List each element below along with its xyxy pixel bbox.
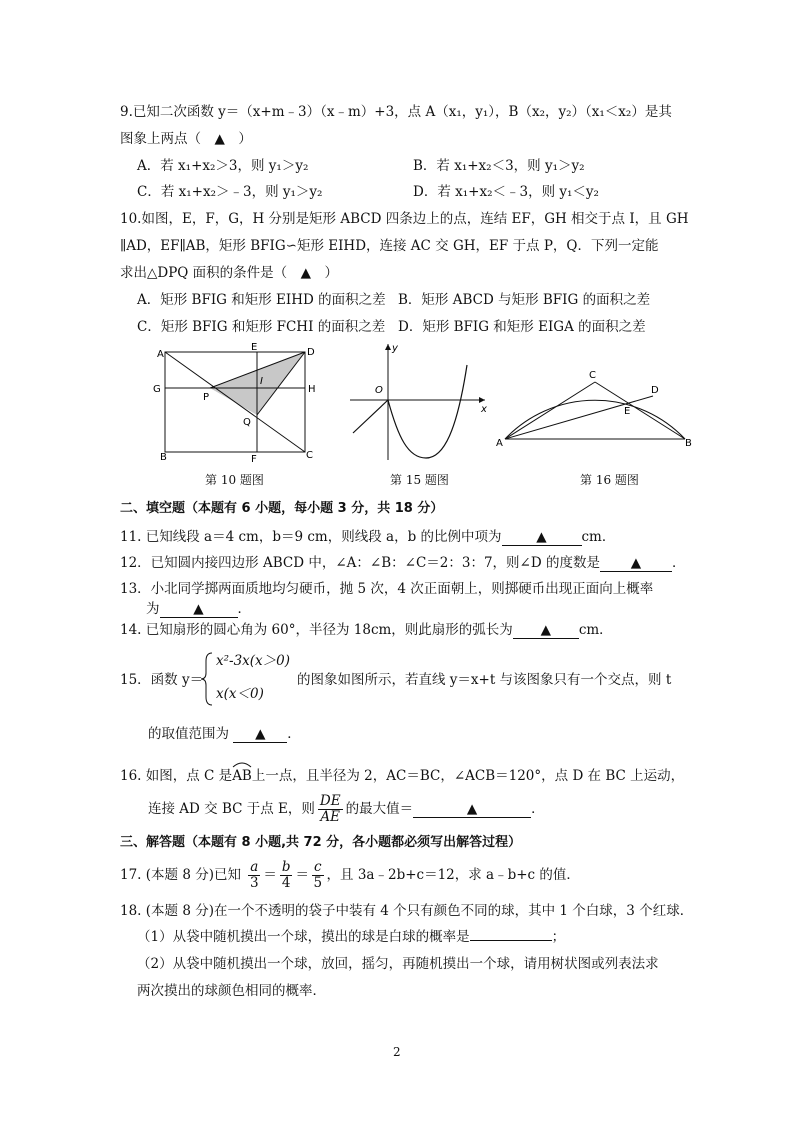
fig10-label-a: A	[157, 349, 164, 360]
q18-part2-line1: （2）从袋中随机摸出一个球，放回，摇匀，再随机摸出一个球，请用树状图或列表法求	[137, 956, 659, 972]
q16-answer-blank[interactable]: ▲	[413, 801, 531, 818]
q16-fraction	[318, 794, 343, 825]
q11-line	[120, 528, 615, 546]
q17-frac-b	[280, 860, 293, 891]
q15-end: ．	[287, 726, 301, 742]
fig10-label-g: G	[153, 384, 161, 395]
q10-option-b: B．矩形 ABCD 与矩形 BFIG 的面积之差	[398, 292, 651, 308]
fig16-label-c: C	[589, 370, 596, 381]
fig10-label-q: Q	[243, 417, 251, 428]
fig10-label-p: P	[203, 392, 210, 403]
q14-answer-blank[interactable]: ▲	[513, 622, 579, 639]
fig16-label-d: D	[651, 385, 659, 396]
fig10-label-b: B	[160, 452, 167, 463]
fig10-label-f: F	[251, 454, 257, 463]
q17-eq-1: ＝	[263, 867, 277, 883]
q13-line1: 13．小北同学掷两面质地均匀硬币，抛 5 次，4 次正面朝上，则掷硬币出现正面向上概率	[120, 581, 654, 597]
q9-stem-line2: 图象上两点（ ▲ ）	[120, 131, 252, 147]
q16-line2-start: 连接 AD 交 BC 于点 E，则	[148, 801, 315, 817]
q10-stem-line1: 10.如图，E，F，G，H 分别是矩形 ABCD 四条边上的点，连结 EF，GH 相交于点 I，且 GH	[120, 211, 689, 227]
arc-symbol-icon	[232, 761, 252, 768]
figure-16-diagram	[490, 364, 705, 454]
q16-line1	[120, 764, 684, 785]
fig10-label-e: E	[251, 343, 258, 353]
q16-line2	[148, 792, 545, 826]
fig10-label-i: I	[260, 376, 263, 387]
fig10-label-d: D	[307, 347, 315, 358]
q17-frac-a	[248, 860, 260, 891]
q11-answer-blank[interactable]: ▲	[502, 529, 582, 546]
q18-part1-answer-blank[interactable]	[470, 940, 552, 941]
fig16-label-e: E	[624, 406, 631, 417]
q17-frac-c	[312, 860, 324, 891]
q16-arc-ab	[232, 764, 252, 785]
q12-text: 12．已知圆内接四边形 ABCD 中，∠A：∠B：∠C＝2：3：7，则∠D 的度数是	[120, 555, 600, 571]
q15-brace	[200, 651, 214, 707]
q18-part1	[137, 928, 565, 946]
q10-option-a: A．矩形 BFIG 和矩形 EIHD 的面积之差	[137, 292, 386, 308]
q13-end: ．	[237, 601, 251, 617]
q17-eq-2: ＝	[295, 867, 309, 883]
q18-part1-text: （1）从袋中随机摸出一个球，摸出的球是白球的概率是	[137, 929, 470, 945]
fig10-label-h: H	[308, 384, 316, 395]
q17-frac-a-bottom: 3	[250, 875, 259, 891]
figure-15-caption: 第 15 题图	[390, 473, 449, 487]
q13-line2	[146, 600, 251, 618]
q9-option-b: B．若 x₁+x₂＜3，则 y₁＞y₂	[413, 158, 585, 174]
q15-line2	[148, 725, 301, 743]
q16-end: ．	[531, 801, 545, 817]
q17-line	[120, 858, 580, 892]
q18-part2-line2: 两次摸出的球颜色相同的概率．	[137, 983, 326, 999]
q9-option-c: C．若 x₁+x₂＞﹣3，则 y₁＞y₂	[137, 184, 323, 200]
fig15-label-o: O	[375, 385, 383, 396]
q17-frac-b-bottom: 4	[281, 875, 291, 891]
q16-frac-top: DE	[319, 793, 341, 809]
fig16-label-a: A	[496, 438, 503, 449]
figure-10-caption: 第 10 题图	[205, 473, 264, 487]
figure-10-diagram	[150, 343, 325, 463]
q15-suffix: 的图象如图所示，若直线 y＝x+t 与该图象只有一个交点，则 t	[297, 672, 672, 688]
fig15-label-y: y	[392, 343, 398, 354]
q13-prefix: 为	[146, 601, 160, 617]
q16-arc-label: AB	[232, 768, 252, 784]
q15-prefix: 15．函数 y＝	[120, 672, 204, 688]
q16-line1-end: 上一点，且半径为 2，AC＝BC，∠ACB＝120°，点 D 在 BC 上运动，	[251, 768, 685, 784]
q17-frac-c-top: c	[313, 859, 322, 875]
q16-line2-mid: 的最大值＝	[345, 801, 414, 817]
q9-option-d: D．若 x₁+x₂＜﹣3，则 y₁＜y₂	[413, 184, 599, 200]
q12-answer-blank[interactable]: ▲	[600, 555, 672, 572]
figure-15-graph	[345, 340, 495, 465]
q17-frac-c-bottom: 5	[313, 875, 323, 891]
q17-frac-b-top: b	[281, 859, 291, 875]
q10-option-c: C．矩形 BFIG 和矩形 FCHI 的面积之差	[137, 319, 386, 335]
q18-part1-end: ；	[551, 929, 566, 945]
q18-line1: 18. (本题 8 分)在一个不透明的袋子中装有 4 个只有颜色不同的球，其中 1 个白球，3 个红球．	[120, 903, 694, 919]
q10-stem-line2: ∥AD，EF∥AB，矩形 BFIG∽矩形 EIHD，连接 AC 交 GH，EF 于点 P，Q．下列一定能	[120, 238, 659, 254]
q12-end: ．	[671, 555, 686, 571]
q13-answer-blank[interactable]: ▲	[160, 601, 238, 618]
q14-unit: cm．	[578, 622, 613, 638]
q11-text: 11. 已知线段 a＝4 cm，b＝9 cm，则线段 a，b 的比例中项为	[120, 529, 502, 545]
section-2-heading: 二、填空题（本题有 6 小题，每小题 3 分，共 18 分）	[120, 501, 444, 516]
q10-option-d: D．矩形 BFIG 和矩形 EIGA 的面积之差	[398, 319, 646, 335]
fig15-label-x: x	[481, 404, 487, 415]
q10-stem-line3: 求出△DPQ 面积的条件是（ ▲ ）	[120, 265, 339, 281]
q11-unit: cm．	[581, 529, 616, 545]
q16-frac-bottom: AE	[320, 809, 341, 825]
figure-16-caption: 第 16 题图	[580, 473, 639, 487]
q9-option-a: A．若 x₁+x₂＞3，则 y₁＞y₂	[137, 158, 309, 174]
q14-line	[120, 621, 613, 639]
q17-prefix: 17. (本题 8 分)已知	[120, 867, 241, 883]
page-number: 2	[393, 1045, 401, 1059]
q9-stem-line1: 9.已知二次函数 y＝（x+m﹣3）（x﹣m）+3，点 A（x₁，y₁），B（x₂，y₂）（x₁＜x₂）是其	[120, 104, 672, 120]
q15-answer-blank[interactable]: ▲	[233, 726, 287, 743]
q15-line2-text: 的取值范围为	[148, 726, 229, 742]
section-3-heading: 三、解答题（本题有 8 小题,共 72 分，各小题都必须写出解答过程）	[120, 835, 522, 850]
fig16-label-b: B	[685, 438, 692, 449]
q17-suffix: ，且 3a﹣2b+c＝12，求 a﹣b+c 的值．	[326, 867, 580, 883]
fig10-label-c: C	[306, 450, 313, 461]
q16-line1-start: 16. 如图，点 C 是	[120, 768, 233, 784]
q12-line	[120, 554, 685, 572]
q15-case-2: x(x＜0)	[216, 686, 264, 702]
q17-frac-a-top: a	[250, 859, 259, 875]
q14-text: 14. 已知扇形的圆心角为 60°，半径为 18cm，则此扇形的弧长为	[120, 622, 513, 638]
q15-case-1: x²-3x(x＞0)	[216, 653, 291, 669]
